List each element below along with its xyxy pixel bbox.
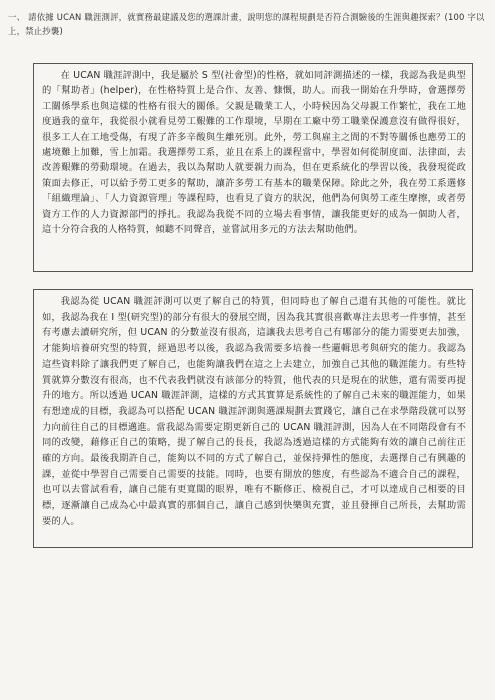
answer-box-1 [33,63,473,272]
question-prompt [8,10,486,38]
question-text: 請依據 UCAN 職涯測評，就實務最建議及您的選課計畫，說明您的課程規劃是否符合測驗後的生涯與趣探索？(100 字以上，禁止抄襲) [8,12,485,36]
answer-box-2 [33,289,473,548]
answer-paragraph-1: 在 UCAN 職涯評測中，我是屬於 S 型(社會型)的性格，就如同評測描述的一樣，我認為我是典型的「幫助者」(helper)，在性格特質上是合作、友善、慷慨，助人。而我一開始在升學時，會選擇勞工關係學系也與這樣的性格有很大的關係。父親是職業工人，小時候因為父母親工作繁忙，我在工地度過我的童年，我從很小就看見勞工艱難的工作環境，早期在工廠中勞工職業保護意沒有做得很好，很多工人在工地受傷，有現了許多辛酸與生離死別。此外，勞工與雇主之間的不對等關係也應勞工的處境難上加難，雪上加霜。我選擇勞工系，並且在系上的課程當中，學習如何從制度面、法律面，去改善艱難的勞動環境。在過去，我以為幫助人就要親力而為，但在更系統化的學習以後，我發現從政策面去修正，可以給予勞工更多的幫助，讓許多勞工有基本的職業保障。除此之外，我在勞工系選修「組織理論」、「人力資源管理」等課程時，也看見了資方的狀況，他們為何與勞工產生摩擦，或者勞資方工作的人力資源部門的掙扎。我認為我從不同的立場去看事情，讓我能更好的成為一個助人者，這十分符合我的人格特質，傾聽不同聲音，並嘗試用多元的方法去幫助他們。 [42,70,466,236]
answer-paragraph-2: 我認為從 UCAN 職涯評測可以更了解自己的特質，但同時也了解自己還有其他的可能性。就比如，我認為我在 I 型(研究型)的部分有很大的發展空間，因為我其實很喜歡專注去思考一件事情，甚至有考慮去讀研究所，但 UCAN 的分數並沒有很高，這讓我去思考自己有哪部分的能力需要更去加強，才能夠培養研究型的特質，經過思考以後，我認為我需要多培養一些邏輯思考與研究的能力。我認為這些資料除了讓我們更了解自己，也能夠讓我們在這之上去建立，加強自己其他的職涯能力。有些特質就算分數沒有很高，也不代表我們就沒有該部分的特質，他代表的只是現在的狀態，還有需要再提升的地方。所以透過 UCAN 職涯評測，這樣的方式其實算是系統性的了解自己未來的職涯能力，如果有想達成的目標，我認為可以搭配 UCAN 職涯評測與選課規劃去實踐它，讓自己在求學階段就可以努力向前往自己的目標邁進。當我認為需要定期更新自己的 UCAN 職涯評測，因為人在不同階段會有不同的改變，藉修正自己的策略，提了解自己的長長，我認為透過這樣的方式能夠有效的讓自己前往正確的方向。最後我期許自己，能夠以不同的方式了解自己，並保持彈性的態度，去選擇自己有興趣的課，並從中學習自己需要自己需要的技能。同時，也要有開放的態度，有些認為不適合自己的課程，也可以去嘗試看看，讓自己能有更寬闊的眼界，唯有不斷修正、檢視自己，才可以達成自己相要的目標，逐漸讓自己成為心中最真實的那個自己，讓自己感到快樂與充實，並且發揮自己所長，去幫助需要的人。 [42,296,466,527]
question-number: 一、 [8,12,26,22]
